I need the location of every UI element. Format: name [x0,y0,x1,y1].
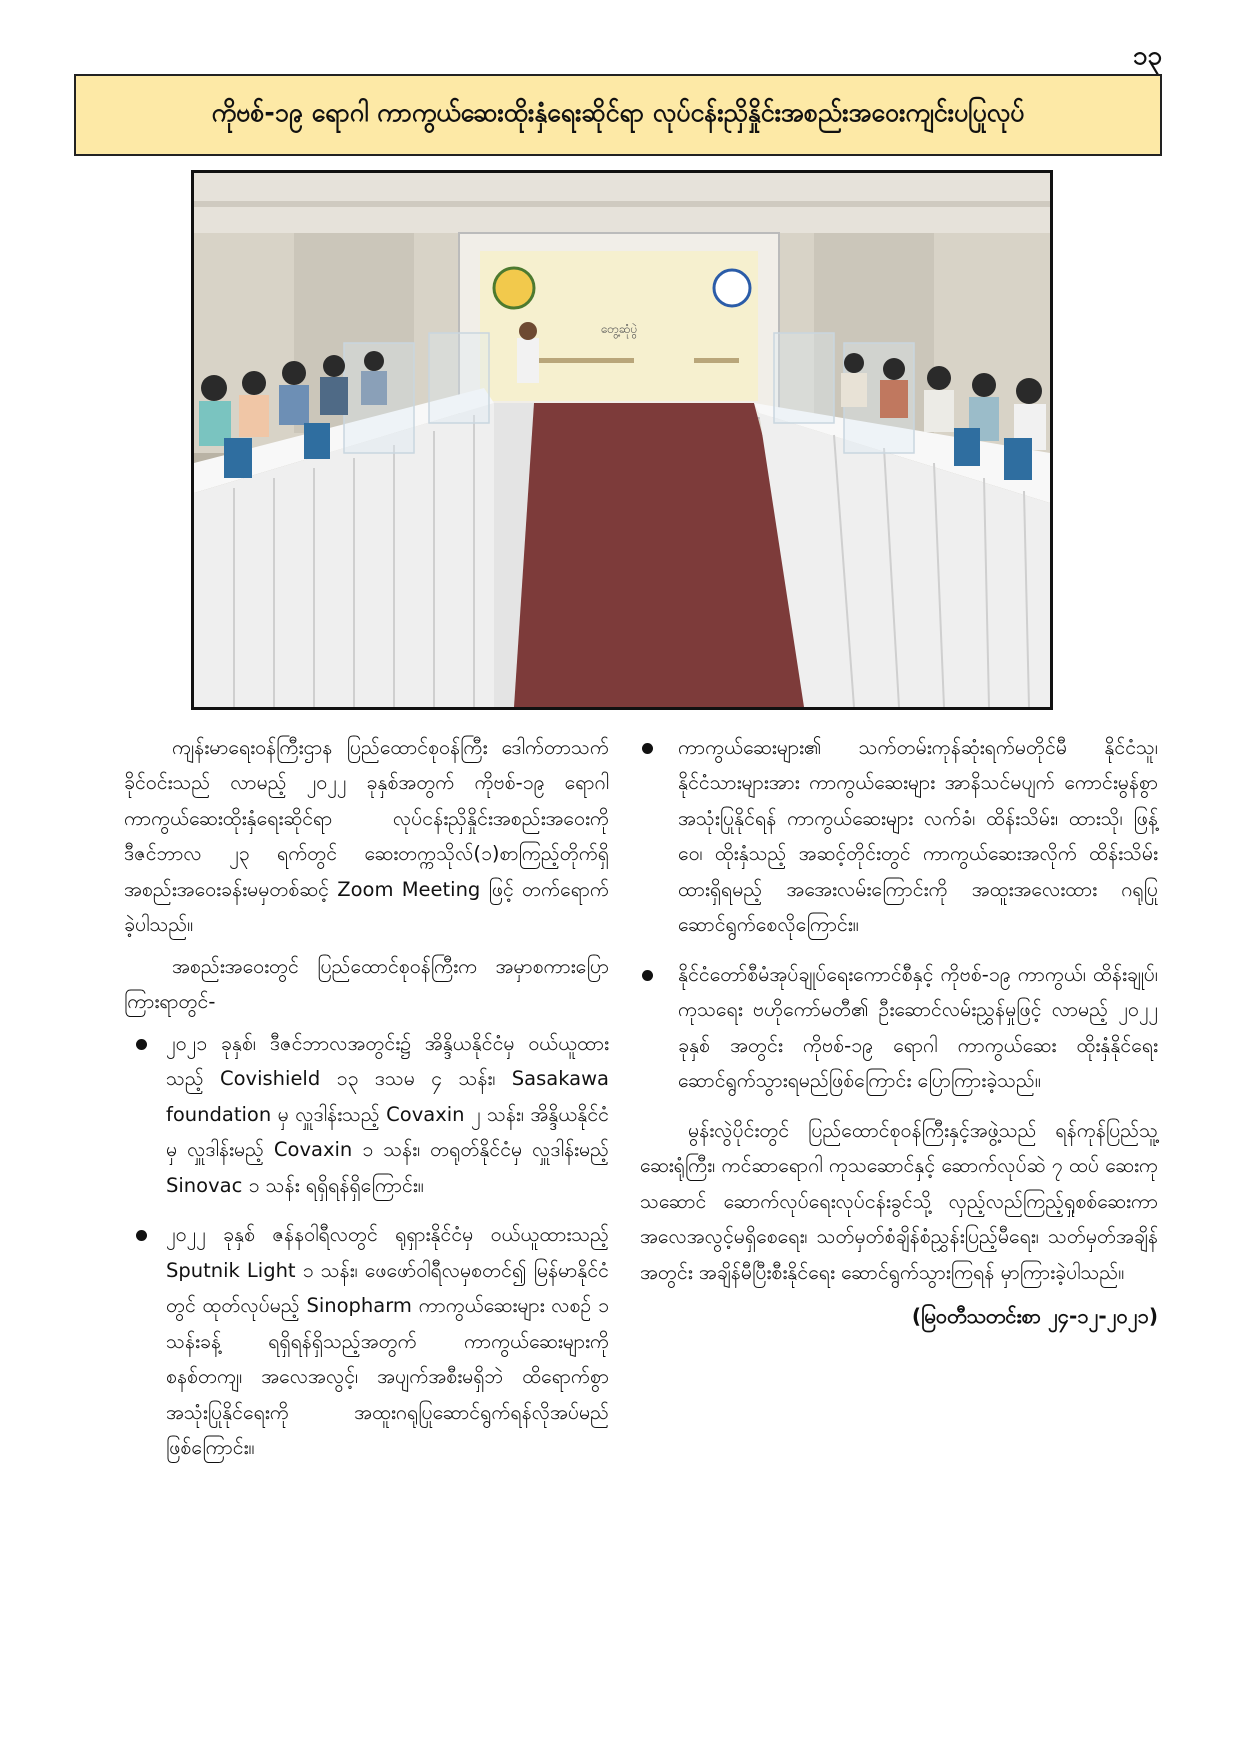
list-item [166,1026,609,1203]
list-item [166,1217,609,1465]
source-citation: (မြဝတီသတင်းစာ ၂၄-၁၂-၂၀၂၁) [911,1304,1158,1329]
right-bullet-list [640,730,1158,1099]
left-column [124,730,609,1480]
speech-intro-paragraph: အစည်းအဝေးတွင် ပြည်ထောင်စုဝန်ကြီးက အမှာစကားပြောကြားရာတွင်- [124,954,609,1014]
bullet-text: ၂၀၂၂ ခုနှစ် ဇန်နဝါရီလတွင် ရုရှားနိုင်ငံမှ ဝယ်ယူထားသည့် Sputnik Light ၁ သန်း၊ ဖေဖော်ဝါရီလမှစတင်၍ မြန်မာနိုင်ငံတွင် ထုတ်လုပ်မည့် Sinopharm ကာကွယ်ဆေးများ လစဉ် ၁ သန်းခန့် ရရှိရန်ရှိသည့်အတွက် ကာကွယ်ဆေးများကို စနစ်တကျ၊ အလေအလွင့်၊ အပျက်အစီးမရှိဘဲ ထိရောက်စွာအသုံးပြုနိုင်ရေးကို အထူးဂရုပြုဆောင်ရွက်ရန်လိုအပ်မည်ဖြစ်ကြောင်း။ [166,1223,609,1460]
bullet-dot-icon [642,970,653,981]
meeting-photo [191,170,1053,710]
bullet-text: ၂၀၂၁ ခုနှစ်၊ ဒီဇင်ဘာလအတွင်း၌ အိန္ဒိယနိုင်ငံမှ ဝယ်ယူထားသည့် Covishield ၁၃ ဒသမ ၄ သန်း၊ Sasakawa foundation မှ လှူဒါန်းသည့် Covaxin ၂ သန်း၊ အိန္ဒိယနိုင်ငံမှ လှူဒါန်းမည့် Covaxin ၁ သန်း၊ တရုတ်နိုင်ငံမှ လှူဒါန်းမည့် Sinovac ၁ သန်း ရရှိရန်ရှိကြောင်း။ [166,1031,609,1197]
bullet-text: ကာကွယ်ဆေးများ၏ သက်တမ်းကုန်ဆုံးရက်မတိုင်မီ နိုင်ငံသူ၊ နိုင်ငံသားများအား ကာကွယ်ဆေးများ အာနိသင်မပျက် ကောင်းမွန်စွာအသုံးပြုနိုင်ရန် ကာကွယ်ဆေးများ လက်ခံ၊ ထိန်းသိမ်း၊ ထားသို၊ ဖြန့်ဝေ၊ ထိုးနှံသည့် အဆင့်တိုင်းတွင် ကာကွယ်ဆေးအလိုက် ထိန်းသိမ်းထားရှိရမည့် အအေးလမ်းကြောင်းကို အထူးအလေးထား ဂရုပြုဆောင်ရွက်စေလိုကြောင်း။ [678,736,1158,937]
bullet-dot-icon [136,1230,147,1241]
left-bullet-list [166,1026,609,1466]
bullet-dot-icon [136,1039,147,1050]
bullet-dot-icon [642,743,653,754]
intro-paragraph: ကျန်းမာရေးဝန်ကြီးဌာန ပြည်ထောင်စုဝန်ကြီး ဒေါက်တာသက်ခိုင်ဝင်းသည် လာမည့် ၂၀၂၂ ခုနှစ်အတွက် ကိုဗစ်-၁၉ ရောဂါကာကွယ်ဆေးထိုးနှံရေးဆိုင်ရာ လုပ်ငန်းညှိနှိုင်းအစည်းအဝေးကို ဒီဇင်ဘာလ ၂၃ ရက်တွင် ဆေးတက္ကသိုလ်(၁)စာကြည့်တိုက်ရှိ အစည်းအဝေးခန်းမမှတစ်ဆင့် Zoom Meeting ဖြင့် တက်ရောက်ခဲ့ပါသည်။ [124,736,609,937]
meeting-room-illustration [194,173,1050,707]
title-box [74,74,1162,156]
article-title: ကိုဗစ်-၁၉ ရောဂါ ကာကွယ်ဆေးထိုးနှံရေးဆိုင်ရာ လုပ်ငန်းညှိနှိုင်းအစည်းအဝေးကျင်းပပြုလုပ် [211,97,1025,127]
list-item [640,957,1158,1099]
list-item [640,730,1158,943]
page-number: ၁၃ [1132,41,1162,71]
bullet-text: နိုင်ငံတော်စီမံအုပ်ချုပ်ရေးကောင်စီနှင့် ကိုဗစ်-၁၉ ကာကွယ်၊ ထိန်းချုပ်၊ ကုသရေး ဗဟိုကော်မတီ၏ ဦးဆောင်လမ်းညွှန်မှုဖြင့် လာမည့် ၂၀၂၂ ခုနှစ် အတွင်း ကိုဗစ်-၁၉ ရောဂါ ကာကွယ်ဆေး ထိုးနှံနိုင်ရေးဆောင်ရွက်သွားရမည်ဖြစ်ကြောင်း ပြောကြားခဲ့သည်။ [678,962,1158,1093]
right-column [640,730,1158,1335]
projector-caption: တွေ့ဆုံပွဲ [600,322,638,336]
site-visit-paragraph: မွန်းလွဲပိုင်းတွင် ပြည်ထောင်စုဝန်ကြီးနှင့်အဖွဲ့သည် ရန်ကုန်ပြည်သူ့ဆေးရုံကြီး၊ ကင်ဆာရောဂါ ကုသဆောင်နှင့် ဆောက်လုပ်ဆဲ ၇ ထပ် ဆေးကုသဆောင် ဆောက်လုပ်ရေးလုပ်ငန်းခွင်သို့ လှည့်လည်ကြည့်ရှုစစ်ဆေးကာ အလေအလွင့်မရှိစေရေး၊ သတ်မှတ်စံချိန်စံညွှန်းပြည့်မီရေး၊ သတ်မှတ်အချိန်အတွင်း အချိန်မီပြီးစီးနိုင်ရေး ဆောင်ရွက်သွားကြရန် မှာကြားခဲ့ပါသည်။ [640,1118,1158,1284]
